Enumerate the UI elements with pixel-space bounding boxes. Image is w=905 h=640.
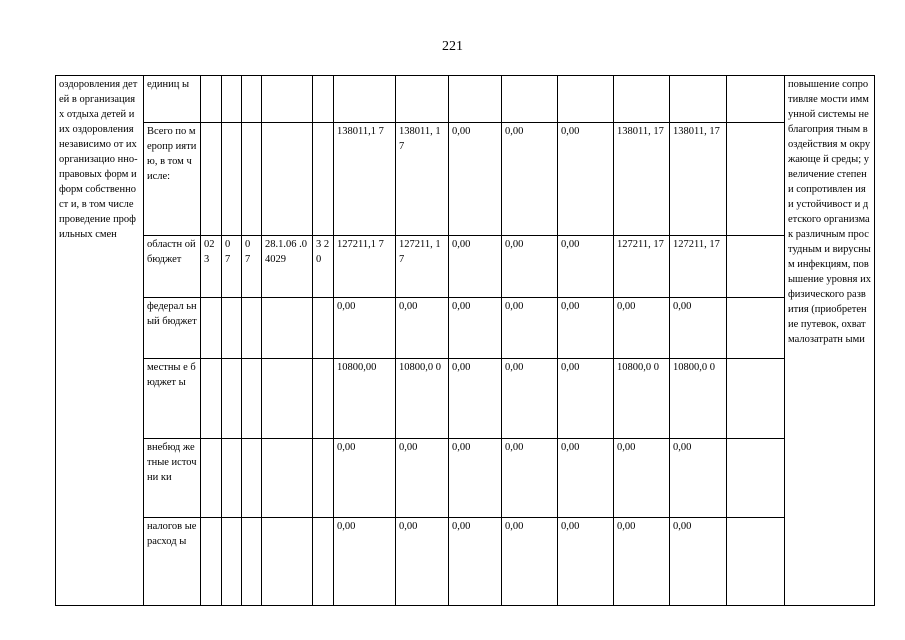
code-cell [313,359,334,439]
value-cell: 127211, 17 [614,236,670,298]
value-cell: 127211,1 7 [334,236,396,298]
value-cell: 0,00 [614,439,670,518]
funding-source-label: Всего по меропр иятию, в том числе: [144,123,201,236]
value-cell [334,76,396,123]
code-cell [201,123,222,236]
empty-cell [727,439,785,518]
value-cell: 0,00 [334,298,396,359]
page-number: 221 [442,39,463,54]
table-row [56,123,875,236]
empty-cell [727,359,785,439]
value-cell: 0,00 [558,123,614,236]
value-cell: 0,00 [558,439,614,518]
code-cell [201,359,222,439]
code-cell [313,123,334,236]
code-cell [242,359,262,439]
value-cell: 0,00 [502,439,558,518]
value-cell: 0,00 [614,298,670,359]
table-row [56,439,875,518]
value-cell [670,76,727,123]
value-cell: 138011, 17 [670,123,727,236]
value-cell: 0,00 [502,236,558,298]
value-cell: 0,00 [396,439,449,518]
value-cell: 138011, 17 [396,123,449,236]
funding-source-label: федерал ьный бюджет [144,298,201,359]
empty-cell [727,518,785,606]
value-cell: 0,00 [449,236,502,298]
value-cell: 0,00 [502,359,558,439]
code-cell [262,123,313,236]
code-cell [222,298,242,359]
funding-source-label: областн ой бюджет [144,236,201,298]
value-cell: 10800,0 0 [670,359,727,439]
value-cell: 0,00 [449,359,502,439]
funding-source-label: налогов ые расход ы [144,518,201,606]
code-cell [201,518,222,606]
code-cell: 3 2 0 [313,236,334,298]
code-cell [201,439,222,518]
table-row [56,236,875,298]
value-cell: 0,00 [558,359,614,439]
code-cell [313,298,334,359]
code-cell [242,298,262,359]
code-cell [242,76,262,123]
code-cell [262,298,313,359]
value-cell [558,76,614,123]
code-cell [222,518,242,606]
code-cell: 0 7 [242,236,262,298]
code-cell: 0 7 [222,236,242,298]
code-cell [313,439,334,518]
code-cell [222,439,242,518]
value-cell: 138011, 17 [614,123,670,236]
value-cell: 0,00 [670,298,727,359]
empty-cell [727,298,785,359]
value-cell: 0,00 [334,439,396,518]
funding-source-label: местны е бюджет ы [144,359,201,439]
table-row [56,518,875,606]
code-cell [313,518,334,606]
value-cell: 127211, 17 [670,236,727,298]
code-cell [242,439,262,518]
value-cell: 0,00 [396,518,449,606]
value-cell: 0,00 [449,518,502,606]
value-cell: 0,00 [670,439,727,518]
code-cell [222,76,242,123]
measure-name-cell: оздоровления детей в организациях отдыха детей и их оздоровления независимо от их организацио нно-правовых форм и форм собственност и, в том числе проведение профильных смен [56,76,144,606]
code-cell [262,76,313,123]
value-cell: 0,00 [449,439,502,518]
value-cell [449,76,502,123]
table-row [56,76,875,123]
code-cell [262,359,313,439]
value-cell: 0,00 [502,123,558,236]
value-cell: 0,00 [558,518,614,606]
value-cell: 0,00 [334,518,396,606]
value-cell: 10800,0 0 [614,359,670,439]
empty-cell [727,123,785,236]
value-cell: 0,00 [502,298,558,359]
value-cell: 0,00 [502,518,558,606]
value-cell: 127211, 17 [396,236,449,298]
value-cell: 10800,00 [334,359,396,439]
table-row [56,359,875,439]
code-cell [222,359,242,439]
code-cell [222,123,242,236]
code-cell [262,439,313,518]
value-cell: 0,00 [449,298,502,359]
value-cell [396,76,449,123]
funding-source-label: единиц ы [144,76,201,123]
code-cell [242,123,262,236]
value-cell: 0,00 [449,123,502,236]
value-cell [502,76,558,123]
empty-cell [727,236,785,298]
value-cell [614,76,670,123]
expected-result-cell: повышение сопротивляе мости иммунной системы неблагоприя тным воздействия м окружающе й среды; увеличение степени сопротивлен ия и устойчивост и детского организма к различным простудным и вирусным инфекциям, повышение уровня их физического развития (приобретен ие путевок, охват малозатратн ыми [785,76,875,606]
value-cell: 0,00 [670,518,727,606]
code-cell [201,76,222,123]
budget-table [55,75,875,606]
code-cell [201,298,222,359]
empty-cell [727,76,785,123]
code-cell: 02 3 [201,236,222,298]
funding-source-label: внебюд жетные источни ки [144,439,201,518]
code-cell [313,76,334,123]
code-cell: 28.1.06 .04029 [262,236,313,298]
code-cell [262,518,313,606]
code-cell [242,518,262,606]
value-cell: 138011,1 7 [334,123,396,236]
table-row [56,298,875,359]
value-cell: 0,00 [558,298,614,359]
value-cell: 0,00 [614,518,670,606]
value-cell: 10800,0 0 [396,359,449,439]
value-cell: 0,00 [558,236,614,298]
value-cell: 0,00 [396,298,449,359]
